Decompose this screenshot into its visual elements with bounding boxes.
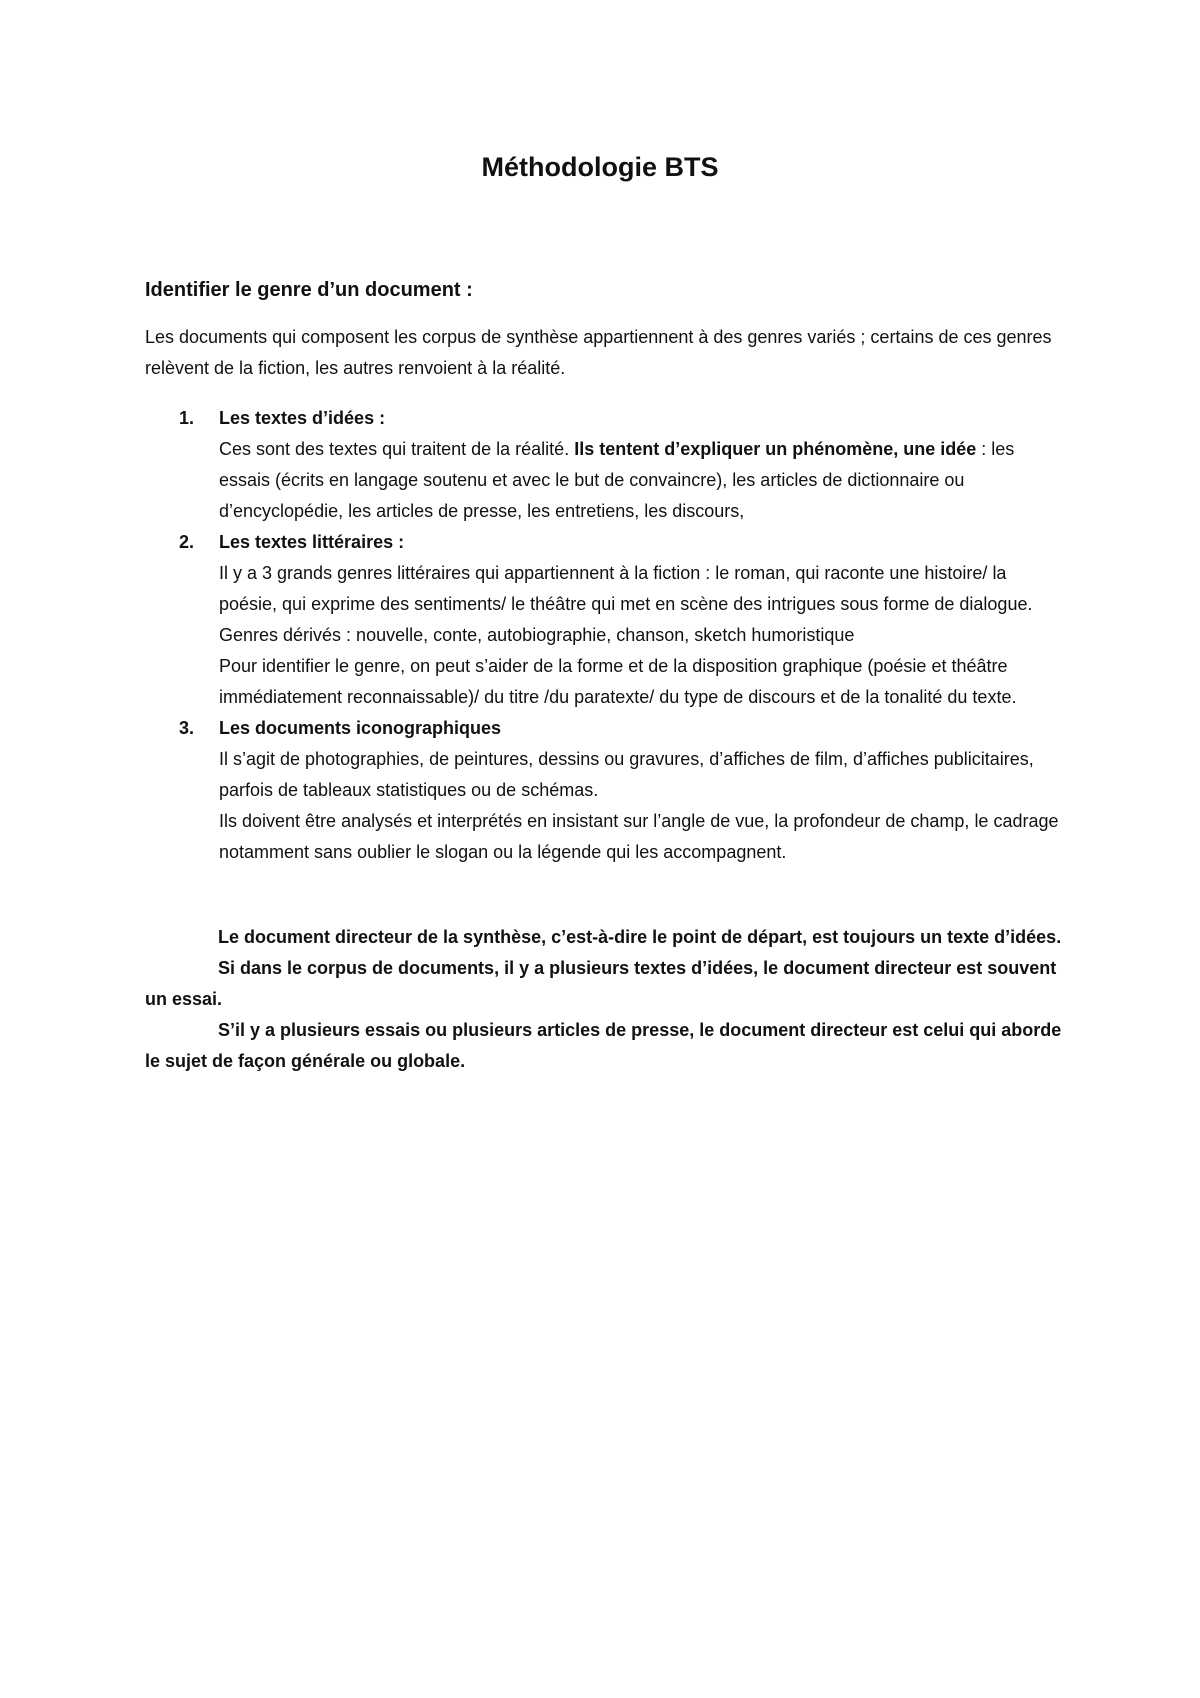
- conclusion-paragraph: Si dans le corpus de documents, il y a plusieurs textes d’idées, le document directeur est souvent un essai.: [145, 958, 1057, 1009]
- list-number: 1.: [179, 408, 195, 428]
- analysis-text: Ils doivent être analysés et interprétés en insistant sur l’angle de vue, la profondeur de champ, le cadrage notamment sans oublier le slogan ou la légende qui les accompagnent.: [219, 811, 1059, 862]
- body-text: Ces sont des textes qui traitent de la réalité.: [219, 439, 575, 459]
- list-item-body: [219, 434, 1065, 527]
- list-number: 2.: [179, 532, 195, 552]
- list-item: [145, 403, 1065, 527]
- conclusion-paragraph: S’il y a plusieurs essais ou plusieurs articles de presse, le document directeur est celui qui aborde le sujet de façon générale ou globale.: [145, 1020, 1062, 1071]
- list-item-body: Il y a 3 grands genres littéraires qui appartiennent à la fiction : le roman, qui raconte une histoire/ la poésie, qui exprime des sentiments/ le théâtre qui met en scène des intrigues sous forme de dialogue.: [219, 563, 1033, 614]
- list-item-title: Les textes d’idées :: [219, 408, 386, 428]
- list-item: [145, 527, 1065, 713]
- identify-genre: Pour identifier le genre, on peut s’aider de la forme et de la disposition graphique (poésie et théâtre immédiatement reconnaissable)/ du titre /du paratexte/ du type de discours et de la tonalité du texte.: [219, 656, 1017, 707]
- list-item-title: Les textes littéraires :: [219, 532, 405, 552]
- conclusion-paragraph: Le document directeur de la synthèse, c’est-à-dire le point de départ, est toujours un texte d’idées.: [218, 927, 1062, 947]
- document-body: [145, 275, 1065, 1077]
- body-text-rest: : les essais (écrits en langage soutenu et avec le but de convaincre), les articles de dictionnaire ou d’encyclopédie, les articles de presse, les entretiens, les discours,: [219, 439, 1015, 521]
- derived-genres: Genres dérivés : nouvelle, conte, autobiographie, chanson, sketch humoristique: [219, 625, 855, 645]
- list-item-body: Il s’agit de photographies, de peintures, dessins ou gravures, d’affiches de film, d’affiches publicitaires, parfois de tableaux statistiques ou de schémas.: [219, 749, 1034, 800]
- list-item: [145, 713, 1065, 868]
- list-number: 3.: [179, 718, 195, 738]
- page-title: Méthodologie BTS: [481, 152, 719, 182]
- list-item-title: Les documents iconographiques: [219, 718, 502, 738]
- genre-list: [145, 403, 1065, 868]
- body-emphasis: Ils tentent d’expliquer un phénomène, une idée: [574, 439, 977, 459]
- section-heading: Identifier le genre d’un document :: [145, 279, 473, 301]
- intro-paragraph: Les documents qui composent les corpus de synthèse appartiennent à des genres variés ; certains de ces genres relèvent de la fiction, les autres renvoient à la réalité.: [145, 327, 1052, 378]
- conclusion-block: [145, 922, 1065, 1077]
